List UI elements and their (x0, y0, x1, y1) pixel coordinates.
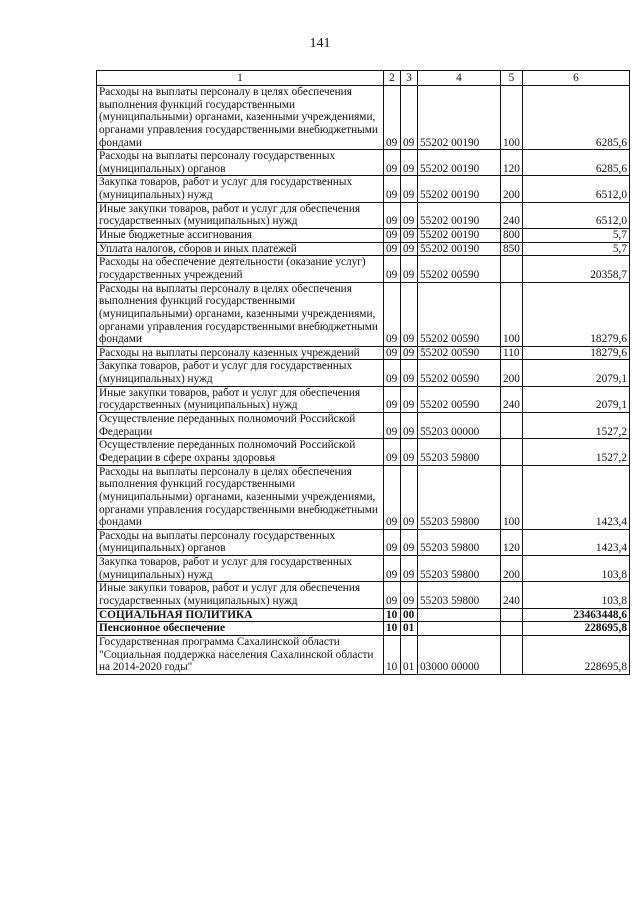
target-article-cell: 55202 00190 (418, 242, 501, 256)
column-header: 5 (501, 71, 523, 86)
target-article-cell: 55202 00590 (418, 256, 501, 282)
subsection-code-cell: 09 (401, 229, 418, 243)
section-code-cell: 09 (384, 242, 401, 256)
table-row (97, 413, 630, 439)
subsection-code-cell: 09 (401, 150, 418, 176)
subsection-code-cell: 09 (401, 360, 418, 386)
target-article-cell: 55203 00000 (418, 413, 501, 439)
target-article-cell (418, 608, 501, 622)
expense-type-cell (501, 635, 523, 674)
subsection-code-cell: 09 (401, 346, 418, 360)
column-header: 6 (523, 71, 630, 86)
row-name-cell: Пенсионное обеспечение (97, 622, 384, 636)
expense-type-cell: 100 (501, 86, 523, 150)
target-article-cell: 55202 00590 (418, 386, 501, 412)
row-name-cell: Расходы на выплаты персоналу государственных (муниципальных) органов (97, 529, 384, 555)
column-header: 2 (384, 71, 401, 86)
row-name-cell: Осуществление переданных полномочий Российской Федерации в сфере охраны здоровья (97, 439, 384, 465)
amount-cell: 228695,8 (523, 622, 630, 636)
table-row (97, 465, 630, 529)
amount-cell: 6285,6 (523, 86, 630, 150)
row-name-cell: Расходы на выплаты персоналу государственных (муниципальных) органов (97, 150, 384, 176)
target-article-cell: 55202 00190 (418, 229, 501, 243)
subsection-code-cell: 09 (401, 176, 418, 202)
expense-type-cell (501, 622, 523, 636)
target-article-cell: 55203 59800 (418, 465, 501, 529)
subsection-code-cell: 09 (401, 282, 418, 346)
amount-cell: 103,8 (523, 556, 630, 582)
amount-cell: 20358,7 (523, 256, 630, 282)
target-article-cell: 55203 59800 (418, 582, 501, 608)
row-name-cell: Закупка товаров, работ и услуг для государственных (муниципальных) нужд (97, 360, 384, 386)
table-row (97, 202, 630, 228)
amount-cell: 1527,2 (523, 413, 630, 439)
column-header: 4 (418, 71, 501, 86)
row-name-cell: Расходы на выплаты персоналу в целях обеспечения выполнения функций государственными (муниципальными) органами, казенными учреждениями, органами управления государственными внебюджетными фондами (97, 86, 384, 150)
section-code-cell: 10 (384, 635, 401, 674)
expense-type-cell: 200 (501, 556, 523, 582)
row-name-cell: Расходы на выплаты персоналу казенных учреждений (97, 346, 384, 360)
section-code-cell: 09 (384, 282, 401, 346)
table-row (97, 635, 630, 674)
amount-cell: 5,7 (523, 229, 630, 243)
table-row (97, 529, 630, 555)
amount-cell: 2079,1 (523, 386, 630, 412)
amount-cell: 18279,6 (523, 346, 630, 360)
amount-cell: 6512,0 (523, 176, 630, 202)
amount-cell: 5,7 (523, 242, 630, 256)
section-code-cell: 09 (384, 556, 401, 582)
expense-type-cell (501, 413, 523, 439)
section-code-cell: 09 (384, 413, 401, 439)
subsection-code-cell: 09 (401, 386, 418, 412)
target-article-cell: 55203 59800 (418, 529, 501, 555)
section-code-cell: 09 (384, 582, 401, 608)
subsection-code-cell: 01 (401, 622, 418, 636)
expense-type-cell (501, 439, 523, 465)
target-article-cell: 55202 00590 (418, 360, 501, 386)
budget-table (96, 70, 630, 675)
expense-type-cell: 800 (501, 229, 523, 243)
section-code-cell: 09 (384, 529, 401, 555)
subsection-code-cell: 09 (401, 86, 418, 150)
amount-cell: 1527,2 (523, 439, 630, 465)
table-row (97, 229, 630, 243)
subsection-code-cell: 09 (401, 529, 418, 555)
expense-type-cell: 120 (501, 529, 523, 555)
target-article-cell: 55202 00590 (418, 282, 501, 346)
amount-cell: 2079,1 (523, 360, 630, 386)
section-code-cell: 09 (384, 439, 401, 465)
expense-type-cell: 240 (501, 582, 523, 608)
header-row (97, 71, 630, 86)
expense-type-cell: 110 (501, 346, 523, 360)
target-article-cell: 55202 00190 (418, 150, 501, 176)
section-code-cell: 10 (384, 622, 401, 636)
target-article-cell: 55202 00190 (418, 86, 501, 150)
row-name-cell: Осуществление переданных полномочий Российской Федерации (97, 413, 384, 439)
column-header: 3 (401, 71, 418, 86)
expense-type-cell (501, 608, 523, 622)
table-row (97, 556, 630, 582)
table-row (97, 608, 630, 622)
expense-type-cell: 100 (501, 465, 523, 529)
table-row (97, 360, 630, 386)
row-name-cell: СОЦИАЛЬНАЯ ПОЛИТИКА (97, 608, 384, 622)
row-name-cell: Иные закупки товаров, работ и услуг для обеспечения государственных (муниципальных) нужд (97, 582, 384, 608)
table-row (97, 176, 630, 202)
page-number: 141 (309, 36, 331, 51)
subsection-code-cell: 01 (401, 635, 418, 674)
amount-cell: 228695,8 (523, 635, 630, 674)
target-article-cell: 55203 59800 (418, 556, 501, 582)
row-name-cell: Закупка товаров, работ и услуг для государственных (муниципальных) нужд (97, 556, 384, 582)
column-header: 1 (97, 71, 384, 86)
expense-type-cell: 100 (501, 282, 523, 346)
subsection-code-cell: 09 (401, 202, 418, 228)
amount-cell: 1423,4 (523, 465, 630, 529)
table-row (97, 282, 630, 346)
row-name-cell: Расходы на выплаты персоналу в целях обеспечения выполнения функций государственными (муниципальными) органами, казенными учреждениями, органами управления государственными внебюджетными фондами (97, 465, 384, 529)
row-name-cell: Иные закупки товаров, работ и услуг для обеспечения государственных (муниципальных) нужд (97, 202, 384, 228)
section-code-cell: 09 (384, 202, 401, 228)
row-name-cell: Уплата налогов, сборов и иных платежей (97, 242, 384, 256)
target-article-cell: 03000 00000 (418, 635, 501, 674)
subsection-code-cell: 09 (401, 413, 418, 439)
expense-type-cell: 240 (501, 386, 523, 412)
table-row (97, 150, 630, 176)
row-name-cell: Государственная программа Сахалинской области "Социальная поддержка населения Сахалинской области на 2014-2020 годы" (97, 635, 384, 674)
target-article-cell (418, 622, 501, 636)
table-row (97, 622, 630, 636)
amount-cell: 1423,4 (523, 529, 630, 555)
target-article-cell: 55202 00590 (418, 346, 501, 360)
subsection-code-cell: 09 (401, 256, 418, 282)
subsection-code-cell: 09 (401, 556, 418, 582)
expense-type-cell: 850 (501, 242, 523, 256)
row-name-cell: Иные закупки товаров, работ и услуг для обеспечения государственных (муниципальных) нужд (97, 386, 384, 412)
section-code-cell: 09 (384, 360, 401, 386)
expense-type-cell: 200 (501, 176, 523, 202)
target-article-cell: 55202 00190 (418, 176, 501, 202)
section-code-cell: 09 (384, 229, 401, 243)
table-row (97, 439, 630, 465)
amount-cell: 103,8 (523, 582, 630, 608)
subsection-code-cell: 09 (401, 582, 418, 608)
amount-cell: 23463448,6 (523, 608, 630, 622)
subsection-code-cell: 09 (401, 439, 418, 465)
target-article-cell: 55203 59800 (418, 439, 501, 465)
row-name-cell: Расходы на выплаты персоналу в целях обеспечения выполнения функций государственными (муниципальными) органами, казенными учреждениями, органами управления государственными внебюджетными фондами (97, 282, 384, 346)
section-code-cell: 09 (384, 346, 401, 360)
section-code-cell: 09 (384, 386, 401, 412)
section-code-cell: 09 (384, 86, 401, 150)
table-body (97, 86, 630, 675)
table-row (97, 582, 630, 608)
expense-type-cell (501, 256, 523, 282)
table-row (97, 386, 630, 412)
target-article-cell: 55202 00190 (418, 202, 501, 228)
section-code-cell: 09 (384, 176, 401, 202)
table-row (97, 346, 630, 360)
expense-type-cell: 200 (501, 360, 523, 386)
subsection-code-cell: 09 (401, 242, 418, 256)
row-name-cell: Закупка товаров, работ и услуг для государственных (муниципальных) нужд (97, 176, 384, 202)
section-code-cell: 09 (384, 465, 401, 529)
amount-cell: 6285,6 (523, 150, 630, 176)
subsection-code-cell: 09 (401, 465, 418, 529)
amount-cell: 6512,0 (523, 202, 630, 228)
section-code-cell: 10 (384, 608, 401, 622)
subsection-code-cell: 00 (401, 608, 418, 622)
expense-type-cell: 120 (501, 150, 523, 176)
table-row (97, 86, 630, 150)
table-row (97, 242, 630, 256)
table-row (97, 256, 630, 282)
row-name-cell: Расходы на обеспечение деятельности (оказание услуг) государственных учреждений (97, 256, 384, 282)
expense-type-cell: 240 (501, 202, 523, 228)
row-name-cell: Иные бюджетные ассигнования (97, 229, 384, 243)
amount-cell: 18279,6 (523, 282, 630, 346)
section-code-cell: 09 (384, 256, 401, 282)
section-code-cell: 09 (384, 150, 401, 176)
